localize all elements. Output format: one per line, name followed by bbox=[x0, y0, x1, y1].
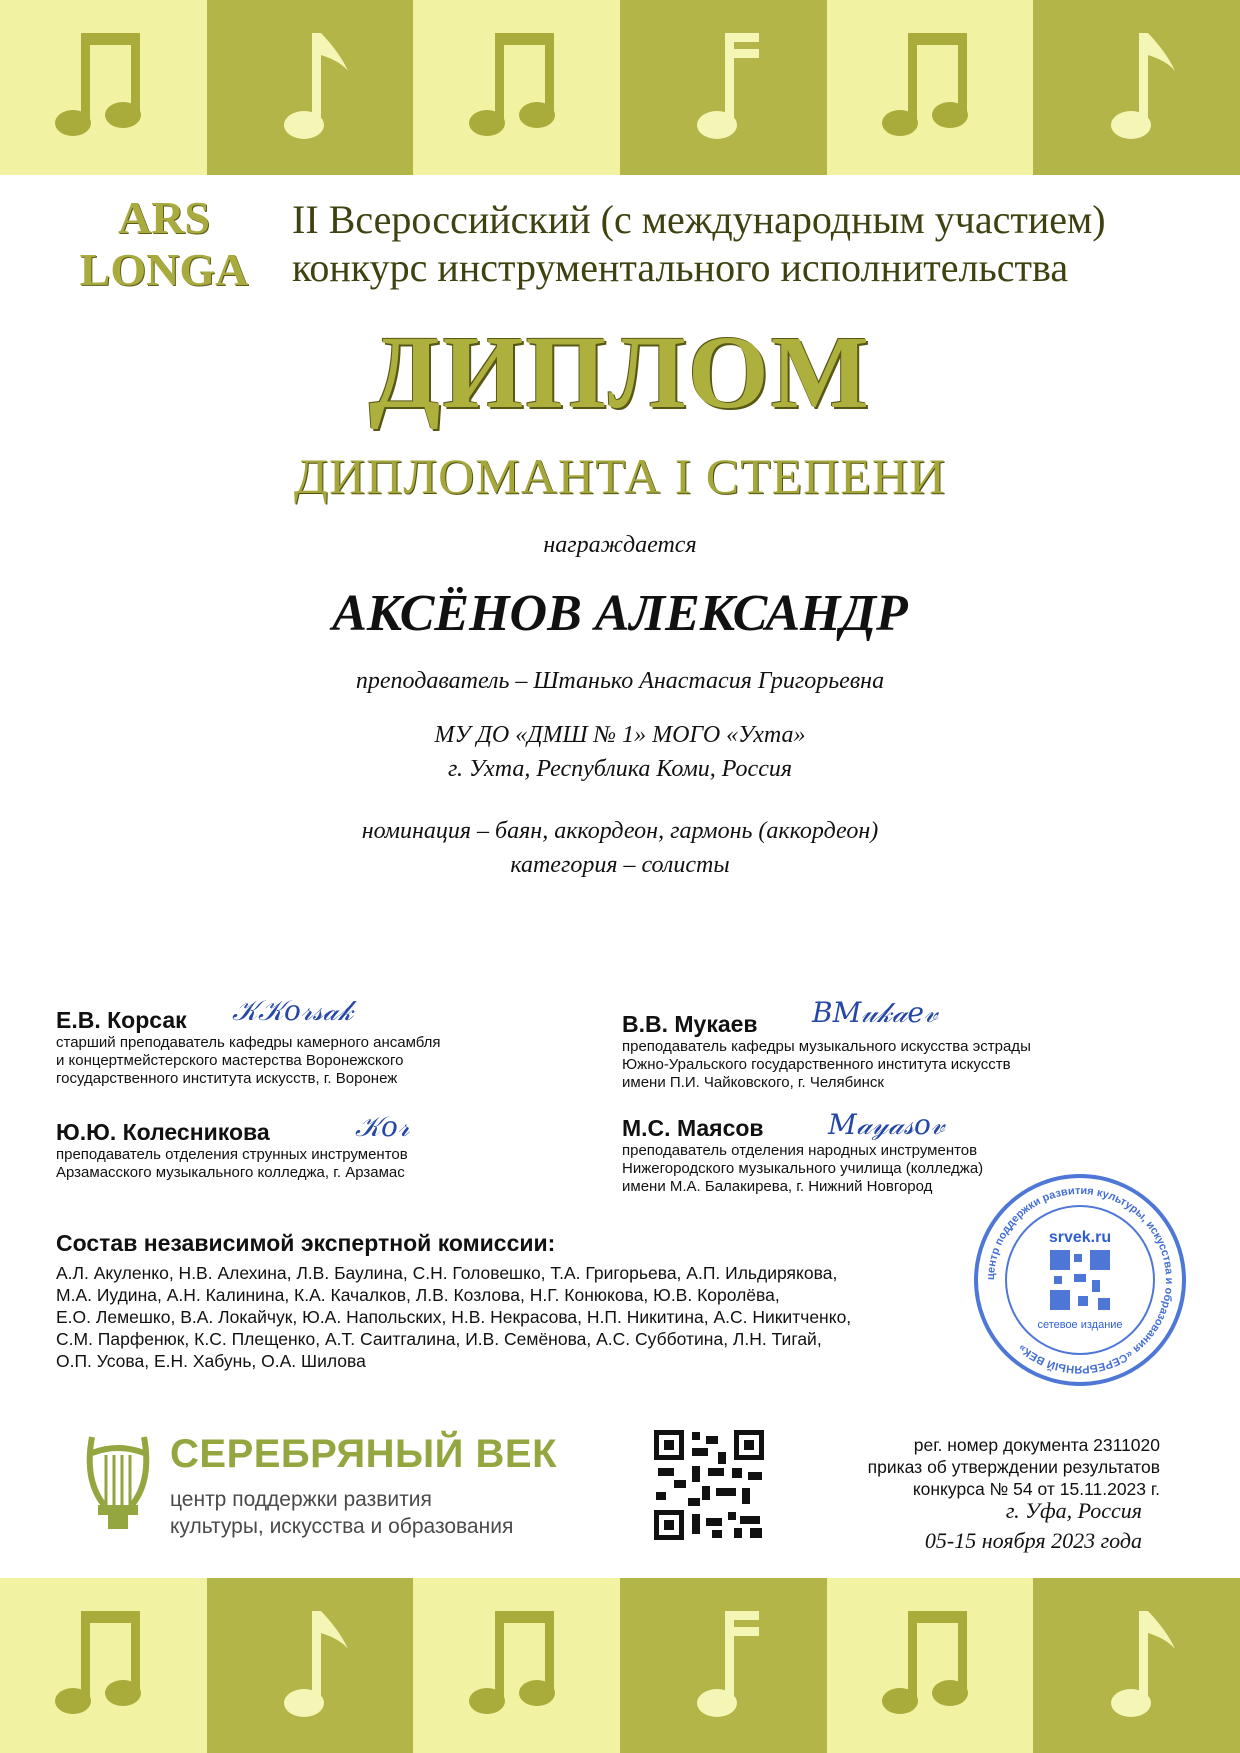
jury-name: В.В. Мукаев bbox=[622, 1011, 758, 1037]
panel-members: А.Л. Акуленко, Н.В. Алехина, Л.В. Баулина, С.Н. Головешко, Т.А. Григорьева, А.П. Ильдирякова, М.А. Иудина, А.Н. Калинина, К.А. Качалков, Л.В. Козлова, Н.Г. Конюкова, Ю.В. Королёва, Е.О. Лемешко, В.А. Локайчук, Ю.А. Напольских, Н.В. Некрасова, Н.П. Никитина, А.С. Никитченко, С.М. Парфенюк, К.С. Плещенко, А.Т. Саитгалина, И.В. Семёнова, А.С. Субботина, Л.Н. Тигай, О.П. Усова, Е.Н. Хабунь, О.А. Шилова bbox=[56, 1263, 852, 1371]
stamp-site: srvek.ru bbox=[1048, 1229, 1112, 1246]
note-tile bbox=[207, 1578, 414, 1753]
registration-info: рег. номер документа 2311020 приказ об утверждении результатов конкурса № 54 от 15.11.2023 г. bbox=[867, 1435, 1160, 1499]
jury-member: Ю.Ю. Колесникова преподаватель отделения струнных инструментов Арзамасского музыкального колледжа, г. Арзамас bbox=[56, 1118, 526, 1182]
school-line: МУ ДО «ДМШ № 1» МОГО «Ухта» bbox=[434, 722, 806, 748]
category-line: категория – солисты bbox=[510, 852, 730, 878]
double-note-icon bbox=[467, 1601, 567, 1731]
city-line: г. Ухта, Республика Коми, Россия bbox=[447, 756, 793, 782]
signature: 𝒦𝒦𝑜𝓇𝓈𝒶𝓀 bbox=[232, 994, 354, 1027]
flagged-note-icon bbox=[673, 1601, 773, 1731]
note-tile bbox=[1033, 1578, 1240, 1753]
nomination-line: номинация – баян, аккордеон, гармонь (аккордеон) bbox=[361, 818, 879, 844]
double-note-icon bbox=[467, 23, 567, 153]
signature: 𝒦𝑜𝓇 bbox=[355, 1110, 410, 1143]
note-tile bbox=[827, 0, 1034, 175]
degree-title: ДИПЛОМАНТА I СТЕПЕНИ bbox=[293, 448, 947, 504]
place-and-dates: г. Уфа, Россия 05-15 ноября 2023 года bbox=[924, 1498, 1142, 1553]
ars-longa-logo: ARS LONGA bbox=[79, 192, 249, 295]
jury-member: В.В. Мукаев преподаватель кафедры музыкального искусства эстрады Южно-Уральского государственного института искусств имени П.И. Чайковского, г. Челябинск bbox=[622, 1010, 1092, 1092]
double-note-icon bbox=[880, 23, 980, 153]
jury-member: Е.В. Корсак старший преподаватель кафедры камерного ансамбля и концертмейстерского мастерства Воронежского государственного института искусств, г. Воронеж bbox=[56, 1006, 526, 1088]
double-note-icon bbox=[53, 1601, 153, 1731]
jury-name: Е.В. Корсак bbox=[56, 1007, 187, 1033]
flagged-note-icon bbox=[673, 23, 773, 153]
panel-title: Состав независимой экспертной комиссии: bbox=[56, 1230, 556, 1256]
brand-name: СЕРЕБРЯНЫЙ ВЕК bbox=[170, 1432, 557, 1476]
contest-title: II Всероссийский (с международным участием) конкурс инструментального исполнительства bbox=[292, 197, 1106, 290]
recipient-name: АКСЁНОВ АЛЕКСАНДР bbox=[332, 585, 908, 642]
teacher-line: преподаватель – Штанько Анастасия Григорьевна bbox=[355, 668, 885, 694]
single-note-icon bbox=[260, 1601, 360, 1731]
note-tile bbox=[413, 0, 620, 175]
stamp-caption: сетевое издание bbox=[1037, 1319, 1123, 1331]
awarded-label: награждается bbox=[543, 532, 697, 558]
signature: 𝐵𝑀𝓊𝓀𝒶𝑒𝓋 bbox=[812, 996, 938, 1029]
jury-name: М.С. Маясов bbox=[622, 1115, 764, 1141]
stamp-qr-icon bbox=[1050, 1250, 1110, 1310]
note-tile bbox=[0, 0, 207, 175]
double-note-icon bbox=[880, 1601, 980, 1731]
note-tile bbox=[207, 0, 414, 175]
note-tile bbox=[0, 1578, 207, 1753]
qr-code-icon bbox=[652, 1428, 766, 1542]
double-note-icon bbox=[53, 23, 153, 153]
stamp-icon bbox=[970, 1170, 1190, 1390]
signature: 𝑀𝒶𝓎𝒶𝓈𝑜𝓋 bbox=[828, 1108, 945, 1141]
bottom-note-band bbox=[0, 1578, 1240, 1753]
lyre-icon bbox=[78, 1425, 158, 1535]
note-tile bbox=[620, 1578, 827, 1753]
brand-tagline: центр поддержки развития культуры, искусства и образования bbox=[170, 1488, 514, 1538]
jury-name: Ю.Ю. Колесникова bbox=[56, 1119, 270, 1145]
top-note-band bbox=[0, 0, 1240, 175]
note-tile bbox=[620, 0, 827, 175]
single-note-icon bbox=[1087, 23, 1187, 153]
diploma-title: ДИПЛОМ bbox=[369, 315, 871, 430]
note-tile bbox=[827, 1578, 1034, 1753]
note-tile bbox=[1033, 0, 1240, 175]
single-note-icon bbox=[260, 23, 360, 153]
single-note-icon bbox=[1087, 1601, 1187, 1731]
jury-member: М.С. Маясов преподаватель отделения народных инструментов Нижегородского музыкального училища (колледжа) имени М.А. Балакирева, г. Нижний Новгород bbox=[622, 1114, 1092, 1196]
svg-text:центр поддержки развития культ: центр поддержки развития культуры, искусства и образования «СЕРЕБРЯНЫЙ ВЕК» bbox=[984, 1184, 1176, 1376]
note-tile bbox=[413, 1578, 620, 1753]
